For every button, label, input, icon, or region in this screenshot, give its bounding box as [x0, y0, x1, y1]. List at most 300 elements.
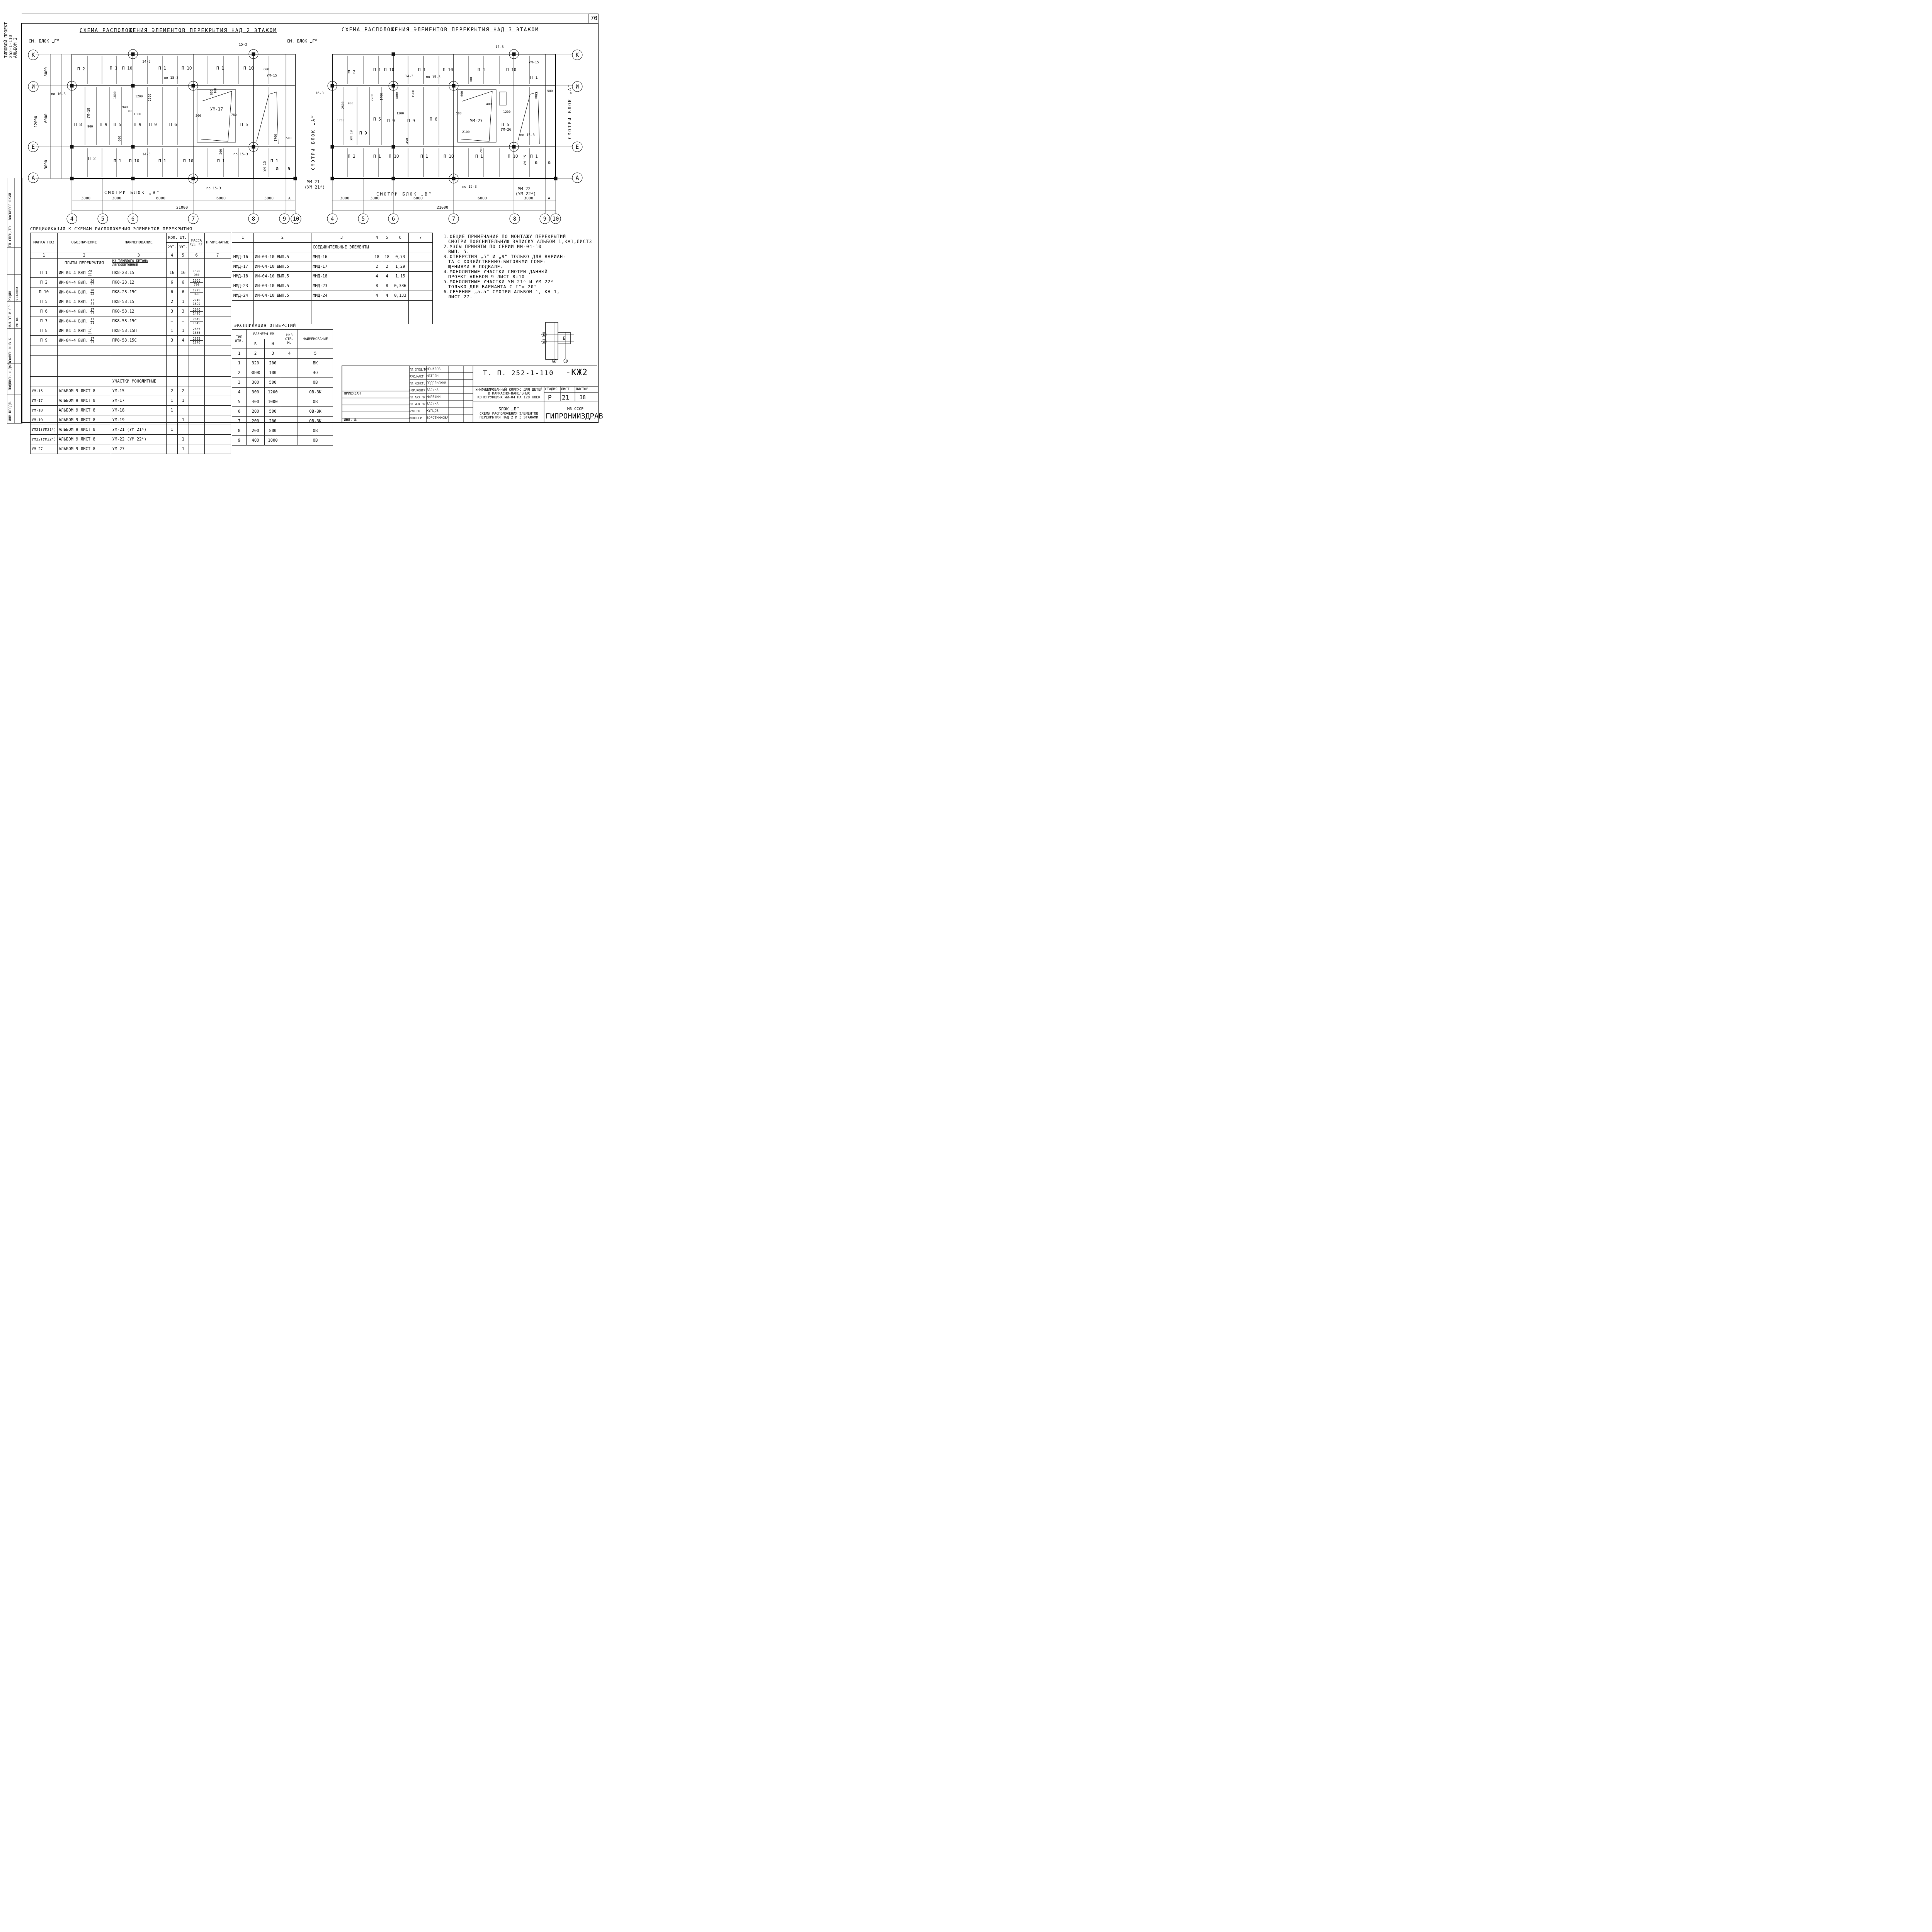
plan-right-extra: УМ-26 [501, 128, 512, 132]
op-num: 3 [265, 349, 281, 359]
staff-row [410, 394, 448, 401]
table-cell: 1320 980 [189, 268, 204, 278]
strip-signature: ПОДПИСЬ И ДАТА [9, 361, 12, 390]
plan-left-label: П 10 [129, 158, 139, 163]
table-cell: ММД-16 [311, 252, 372, 262]
table-cell: 1 [166, 396, 177, 406]
table-cell: АЛЬБОМ 9 ЛИСТ 8 [57, 444, 111, 454]
spec-h-qty: КОЛ. ШТ. [166, 233, 189, 243]
table-cell: ИИ-04-4 ВЫП $\frac{20}{22}$ [57, 268, 111, 278]
table-cell [177, 425, 189, 435]
tb-sheets-label: ЛИСТОВ [576, 388, 588, 391]
plan-right-label: П 1 [420, 154, 428, 159]
table-cell: 1 [177, 415, 189, 425]
table-cell: 200 [247, 426, 265, 436]
table-cell: 3000 [247, 368, 265, 378]
table-cell: П 7 [31, 316, 58, 326]
plan-right-dim: 1400 [380, 93, 383, 100]
tb-sheet-label: ЛИСТ [561, 388, 570, 391]
plan-left-ref-corner: УМ 21 [307, 179, 320, 184]
plan-right-dim: 400 [486, 102, 492, 106]
strip-gl-spec: ГЛ.СПЕЦ.ТО [9, 226, 12, 247]
plan-left-dim-v: 12000 [34, 116, 38, 128]
tb-bound: ПРИВЯЗАН [344, 392, 361, 396]
spec-h-name: НАИМЕНОВАНИЕ [111, 233, 166, 252]
staff-role: ГЛ.АРХ.ПР. [410, 395, 427, 399]
axis-10-left: 10 [293, 216, 299, 222]
key-block-label: Б [563, 336, 566, 341]
openings-table [232, 329, 333, 446]
table-cell: ПК8-58.15П [111, 326, 166, 336]
table-cell: 320 [247, 359, 265, 368]
axis-4-left: 4 [70, 216, 74, 222]
plan-left-label: П 1 [114, 158, 121, 163]
table-cell [166, 415, 177, 425]
spec-num: 2 [57, 252, 111, 259]
strip-roshchin: РОЩИН [9, 291, 12, 301]
axis-K-left: К [31, 52, 35, 58]
tb-ministry: МЗ СССР [567, 407, 584, 411]
table-cell: 4 [232, 388, 247, 397]
plan-right-dim: 200 [480, 147, 483, 153]
table-cell: 3 [166, 336, 177, 345]
table-cell: 200 [247, 407, 265, 417]
table-row [31, 297, 231, 307]
spec-num: 4 [166, 252, 177, 259]
plan-left-extra: по 15-3 [164, 76, 179, 80]
axis-7-right: 7 [452, 216, 456, 222]
table-cell: ММД-24 [232, 291, 254, 301]
plan-right-dim: 100 [469, 77, 473, 83]
table-cell: ИИ-04-4 ВЫП $\frac{17}{21}$ [57, 326, 111, 336]
tb-stage-label: СТАДИЯ [545, 388, 558, 391]
op-h-b: В [247, 339, 265, 349]
table-cell: ИИ-04-10 ВЫП.5 [253, 291, 311, 301]
plan-right-dim: 1900 [412, 90, 415, 97]
plan-right-label: П 10 [508, 154, 518, 159]
plan-right-label: П 9 [387, 118, 395, 123]
plan-left-label: П 5 [114, 122, 121, 127]
plan-right-label: П 2 [348, 154, 355, 159]
plan-left-extra: по 16-3 [51, 92, 66, 96]
plan-right-dim: 1200 [503, 110, 511, 114]
table-cell: УМ 27 [111, 444, 166, 454]
table-cell: ОВ-ВК [298, 417, 333, 426]
plan-right-label: П 10 [384, 67, 395, 72]
plan-right-extra: УМ 15 [524, 155, 527, 165]
plan-left-extra: 15-3 [239, 43, 247, 47]
table-row [31, 406, 231, 415]
table-cell: 2 [177, 386, 189, 396]
staff-role: РУК.ГР. [410, 409, 422, 413]
plan-left-label: П 10 [182, 66, 192, 71]
conn-section: СОЕДИНИТЕЛЬНЫЕ ЭЛЕМЕНТЫ [311, 243, 372, 252]
plan-right-dim: 1700 [337, 119, 345, 122]
plan-left-dim: 200 [219, 149, 223, 155]
table-cell: УМ22(УМ22ᴬ) [31, 435, 58, 444]
table-cell: — [177, 316, 189, 326]
plan-left-label: П 9 [149, 122, 157, 127]
staff-name: ВОРОТНИКОВА [427, 416, 449, 420]
tb-code: Т. П. 252-1-110 [483, 369, 554, 377]
staff-row [410, 408, 448, 415]
op-num: 1 [232, 349, 247, 359]
spec-h-mark: МАРКА ПОЗ [31, 233, 58, 252]
table-cell: ОВ [298, 397, 333, 407]
table-cell: ВК [298, 359, 333, 368]
table-cell: — [166, 316, 177, 326]
table-cell: УМ-17 [31, 396, 58, 406]
table-row [232, 359, 333, 368]
plan-right-label: П 1 [418, 67, 426, 72]
table-cell: 3 [232, 378, 247, 388]
plan-right-dim: 600 [460, 91, 464, 97]
table-cell: ИИ-04-10 ВЫП.5 [253, 262, 311, 272]
conn-num: 6 [392, 233, 408, 243]
staff-row [410, 366, 448, 373]
table-cell: АЛЬБОМ 9 ЛИСТ 8 [57, 435, 111, 444]
table-cell: ОВ-ВК [298, 407, 333, 417]
key-axis: К [543, 333, 545, 337]
staff-name: ВАСИНА [427, 388, 439, 392]
plan-right-extra: по 15-3 [462, 185, 477, 189]
plan-left-dim: 600 [264, 68, 269, 71]
plan-left-dim: 780 [231, 113, 237, 117]
spec-num: 1 [31, 252, 58, 259]
plan-right-label: П 6 [430, 117, 437, 122]
axis-5-left: 5 [101, 216, 105, 222]
table-cell: АЛЬБОМ 9 ЛИСТ 8 [57, 406, 111, 415]
table-cell: ОВ-ВК [298, 388, 333, 397]
spec-light: ЛЕГКОБЕТОННЫЕ [112, 263, 138, 267]
table-cell: 6 [177, 278, 189, 287]
general-notes: 1.ОБЩИЕ ПРИМЕЧАНИЯ ПО МОНТАЖУ ПЕРЕКРЫТИЙ СМОТРИ ПОЯСНИТЕЛЬНУЮ ЗАПИСКУ АЛЬБОМ 1,КЖ1,ЛИСТ3 2.УЗЛЫ ПРИНЯТЫ ПО СЕРИИ ИИ-04-10 ВЫП. 5. 3.ОТВЕРСТИЯ „5” И „9” ТОЛЬКО ДЛЯ ВАРИАН- ТА С ХОЗЯЙСТВЕННО-БЫТОВЫМИ ПОМЕ- ЩЕНИЯМИ В ПОДВАЛЕ. 4.МОНОЛИТНЫЕ УЧАСТКИ СМОТРИ ДАННЫЙ ПРОЕКТ АЛЬБОМ 9 ЛИСТ 8÷10 5.МОНОЛИТНЫЕ УЧАСТКИ УМ 21ᴬ И УМ 22ᴬ ТОЛЬКО ДЛЯ ВАРИАНТА С t°= 20° 6.СЕЧЕНИЕ „а-а” СМОТРИ АЛЬБОМ 1, КЖ 1, ЛИСТ 27. [444, 234, 592, 299]
table-row [31, 326, 231, 336]
plan-right-dim: 450 [405, 138, 409, 144]
axis-7-left: 7 [191, 216, 195, 222]
plan-left-label: П 10 [183, 158, 194, 163]
staff-name: ПОДОЛЬСКИЙ [427, 381, 447, 385]
plan-right-label: П 9 [407, 118, 415, 123]
staff-role: ИНЖЕНЕР [410, 416, 422, 420]
plan-right-ref-corner: (УМ 22ᴬ) [515, 191, 536, 196]
table-row [232, 281, 433, 291]
axis-4-right: 4 [330, 216, 334, 222]
plan-left-dim: 1700 [274, 134, 277, 141]
plan-left-label: П 1 [158, 158, 166, 163]
tb-project: УНИФИЦИРОВАННЫЙ КОРПУС ДЛЯ ДЕТЕЙ В КАРКАСНО-ПАНЕЛЬНЫХ КОНСТРУКЦИЯХ ИИ-04 НА 120 КОЕК [475, 388, 543, 400]
plan-left-extra: а [287, 166, 291, 171]
table-cell: 6 [177, 287, 189, 297]
op-num: 4 [281, 349, 298, 359]
axis-8-right: 8 [513, 216, 517, 222]
staff-role: ГЛ.ИНЖ.ПР. [410, 402, 427, 406]
plan-left-dim-v: 3000 [44, 67, 48, 77]
plan-left-label: П 10 [122, 66, 133, 71]
plan-left-ref-bottom: СМОТРИ БЛОК „В” [104, 190, 160, 195]
table-cell: 6 [166, 287, 177, 297]
strip-bolshova: БОЛЬШОВА [15, 286, 19, 301]
table-cell: 1 [177, 396, 189, 406]
axis-10-right: 10 [552, 216, 559, 222]
table-row [31, 278, 231, 287]
table-cell: 18 [372, 252, 382, 262]
table-cell: 1000 700 [189, 278, 204, 287]
table-row [232, 378, 333, 388]
table-cell: 1,29 [392, 262, 408, 272]
table-cell: ММД-17 [311, 262, 372, 272]
plan-left-label: П 6 [169, 122, 177, 127]
table-cell: 100 [265, 368, 281, 378]
plan-left-dim-v: 6000 [44, 113, 48, 123]
plan-right-extra: а [535, 160, 538, 165]
op-h-bottom: НИЗ ОТВ. М. [281, 330, 298, 349]
plan-right-extra: по 15-3 [426, 75, 440, 79]
strip-replace: ВЗАМЕН ИНВ № [9, 338, 12, 363]
op-num: 5 [298, 349, 333, 359]
spec-h-mass: МАССА ЕД. КГ [189, 233, 204, 252]
plan-left-extra: по 15-3 [206, 187, 221, 190]
table-cell: П 6 [31, 307, 58, 316]
spec-num: 7 [204, 252, 231, 259]
plan-right-ref-right: СМОТРИ БЛОК „А” [567, 83, 572, 139]
plan-left-label: П 5 [240, 122, 248, 127]
table-cell: 1200 [265, 388, 281, 397]
plan-left-label: П 8 [74, 122, 82, 127]
plan-right-label: УМ-27 [470, 118, 483, 123]
plan-right-title: СХЕМА РАСПОЛОЖЕНИЯ ЭЛЕМЕНТОВ ПЕРЕКРЫТИЯ НАД 3 ЭТАЖОМ [342, 27, 539, 33]
table-cell: 3 [166, 307, 177, 316]
table-row [31, 287, 231, 297]
table-cell: 2625 1870 [189, 336, 204, 345]
plan-left-dim: 500 [286, 136, 292, 140]
table-cell: 1 [177, 444, 189, 454]
plan-right-label: П 1 [530, 154, 538, 159]
table-row [31, 444, 231, 454]
staff-name: МОЧАЛОВ [427, 367, 440, 371]
plan-left-dim: 1800 [113, 91, 117, 99]
plan-left-label: П 2 [77, 66, 85, 71]
table-cell: 1800 [265, 436, 281, 446]
table-row [232, 417, 333, 426]
table-cell: ПК8-28.15С [111, 287, 166, 297]
table-cell: 7 [232, 417, 247, 426]
table-cell: ПК8-58.12 [111, 307, 166, 316]
table-row [232, 291, 433, 301]
tb-sheets: 38 [580, 395, 586, 401]
table-cell: ЭО [298, 368, 333, 378]
axis-E-left: Е [31, 144, 35, 150]
table-cell: 1 [166, 406, 177, 415]
axis-I-left: И [31, 84, 35, 90]
plan-right-extra: УМ 19 [350, 130, 354, 141]
table-row [232, 407, 333, 417]
plan-left-extra: 14-3 [142, 153, 151, 156]
plan-left-dim: 1300 [134, 112, 141, 116]
tb-desc: СХЕМЫ РАСПОЛОЖЕНИЯ ЭЛЕМЕНТОВ ПЕРЕКРЫТИЯ НАД 2 И 3 ЭТАЖАМИ [480, 412, 538, 420]
table-cell: 300 [247, 378, 265, 388]
table-cell: 1 [166, 425, 177, 435]
plan-right-label: П 10 [444, 154, 454, 159]
table-cell: 2 [166, 386, 177, 396]
plan-left-dim-h: 3000 [264, 196, 274, 201]
staff-role: ГЛ.СПЕЦ.ТО [410, 367, 427, 371]
table-cell: П 2 [31, 278, 58, 287]
table-cell: АЛЬБОМ 9 ЛИСТ 8 [57, 415, 111, 425]
plan-right-ref-top: СМ. БЛОК „Г” [287, 39, 318, 44]
table-cell: УМ-17 [111, 396, 166, 406]
plan-right-extra: а [548, 160, 551, 165]
tb-sheet: 21 [562, 394, 570, 401]
table-cell: УМ-18 [31, 406, 58, 415]
table-cell: ПК8-28.15 [111, 268, 166, 278]
staff-role: РУК.МАСТ [410, 374, 424, 378]
table-cell: 8 [372, 281, 382, 291]
plan-right-dim: 1300 [396, 112, 404, 115]
table-cell: 2 [372, 262, 382, 272]
plan-right-extra: 14-3 [405, 75, 413, 78]
axis-6-left: 6 [131, 216, 135, 222]
plan-right-dim: 1085 [534, 92, 538, 100]
table-row [232, 272, 433, 281]
plan-left-dim: 600 [210, 89, 213, 95]
plan-left-dim: 100 [126, 109, 132, 113]
plan-left-extra: УМ 15 [263, 161, 267, 172]
plan-right-dim: 500 [456, 112, 462, 115]
spec-title: СПЕЦИФИКАЦИЯ К СХЕМАМ РАСПОЛОЖЕНИЯ ЭЛЕМЕНТОВ ПЕРЕКРЫТИЯ [30, 226, 192, 231]
key-axis: 4 [553, 359, 555, 363]
plan-right-label: П 1 [475, 154, 483, 159]
plan-left-dim-h: 6000 [216, 196, 226, 201]
sheet-number: 70 [590, 15, 598, 22]
plan-left-dim-h: 6000 [156, 196, 166, 201]
table-row [31, 386, 231, 396]
staff-name: МАТОЯН [427, 374, 439, 378]
table-cell: ММД-23 [232, 281, 254, 291]
staff-role: ГЛ.КОНСТ. [410, 381, 425, 385]
op-num: 2 [247, 349, 265, 359]
table-cell: 1 [177, 435, 189, 444]
table-cell: П 1 [31, 268, 58, 278]
plan-right-dim-h: 6000 [413, 196, 423, 201]
table-cell [204, 326, 231, 336]
openings-title: ЭКСПЛИКАЦИЯ ОТВЕРСТИЙ [234, 323, 296, 328]
table-cell: 9 [232, 436, 247, 446]
plan-right-dim-h: 3000 [340, 196, 350, 201]
table-row [31, 316, 231, 326]
plan-left-title: СХЕМА РАСПОЛОЖЕНИЯ ЭЛЕМЕНТОВ ПЕРЕКРЫТИЯ НАД 2 ЭТАЖОМ [80, 28, 277, 34]
table-cell [204, 316, 231, 326]
table-cell: 0,386 [392, 281, 408, 291]
key-axis: А [543, 340, 545, 344]
conn-num: 2 [253, 233, 311, 243]
spec-num: 3 [111, 252, 166, 259]
table-cell [166, 444, 177, 454]
table-cell: 400 [247, 436, 265, 446]
table-cell: 800 [265, 426, 281, 436]
table-cell: ИИ-04-4 ВЫП. $\frac{17}{21}$ [57, 297, 111, 307]
strip-inv: ИНВ №ПОДЛ. [9, 400, 12, 421]
spec-num: 6 [189, 252, 204, 259]
table-cell: ИИ-04-10 ВЫП.5 [253, 272, 311, 281]
plan-left-label: П 2 [88, 156, 96, 161]
strip-gip-vk: ГИП ВК [15, 317, 19, 328]
axis-5-right: 5 [361, 216, 365, 222]
table-cell: 1 [232, 359, 247, 368]
strip-voskresensky: ВОСКРЕСЕНСКИЙ [9, 193, 12, 220]
plan-left-label: П 1 [216, 66, 224, 71]
table-cell: 200 [247, 417, 265, 426]
side-project-label: ТИПОВОЙ ПРОЕКТ 252-1-110 АЛЬБОМ 2 [3, 22, 18, 58]
table-cell: 2740 1890 [189, 297, 204, 307]
axis-9-right: 9 [543, 216, 547, 222]
table-cell: 200 [265, 359, 281, 368]
table-cell: ПР8-58.15С [111, 336, 166, 345]
table-cell: 2 [166, 297, 177, 307]
table-cell: 16 [166, 268, 177, 278]
conn-num: 1 [232, 233, 254, 243]
table-cell: ММД-24 [311, 291, 372, 301]
plan-left-dim: 900 [87, 125, 93, 128]
table-row [232, 368, 333, 378]
spec-num: 5 [177, 252, 189, 259]
spec-section-slabs: ПЛИТЫ ПЕРЕКРЫТИЯ [57, 259, 111, 268]
axis-K-right: К [575, 52, 579, 58]
axis-8-left: 8 [252, 216, 255, 222]
table-cell: 2 [382, 262, 392, 272]
plan-right-label: П 2 [348, 70, 355, 75]
table-cell: ИИ-04-4 ВЫП. $\frac{20}{22}$ [57, 287, 111, 297]
table-cell: 18 [382, 252, 392, 262]
table-cell: УМ-19 [111, 415, 166, 425]
table-cell: 4 [382, 272, 392, 281]
plan-left-dim: 600 [118, 136, 121, 141]
spec-h-fl3: 3ЭТ. [177, 243, 189, 252]
conn-num: 5 [382, 233, 392, 243]
op-h-h: Н [265, 339, 281, 349]
table-cell [204, 287, 231, 297]
plan-left-dim: 940 [122, 105, 128, 109]
staff-name: КУПЦОВ [427, 409, 439, 413]
plan-right-dim-h: 6000 [478, 196, 487, 201]
plan-right-dim: 980 [348, 102, 354, 105]
staff-row [410, 387, 448, 394]
table-cell: 0,73 [392, 252, 408, 262]
table-cell: 200 [265, 417, 281, 426]
plan-left-label: П 1 [217, 158, 225, 163]
table-cell: ИИ-04-4 ВЫП. $\frac{17}{21}$ [57, 316, 111, 326]
table-cell: 2040 1420 [189, 307, 204, 316]
table-cell: ПК8-58.15 [111, 297, 166, 307]
table-cell: 6 [166, 278, 177, 287]
table-row [31, 435, 231, 444]
table-cell: ОВ [298, 436, 333, 446]
plan-right-dim-h: 3000 [370, 196, 380, 201]
table-cell: 1275 890 [189, 287, 204, 297]
table-cell [204, 307, 231, 316]
plan-left-label: П 1 [158, 66, 166, 71]
table-cell: 500 [265, 407, 281, 417]
table-cell: УМ-15 [111, 386, 166, 396]
plan-left-ref-corner: (УМ 21ᴬ) [304, 185, 325, 190]
table-cell: ИИ-04-10 ВЫП.5 [253, 252, 311, 262]
table-cell: 500 [265, 378, 281, 388]
table-cell: 4 [372, 272, 382, 281]
table-cell [204, 278, 231, 287]
op-h-name: НАИМЕНОВАНИЕ [298, 330, 333, 349]
staff-row [410, 380, 448, 387]
plan-right-extra: по 15-3 [520, 133, 535, 137]
